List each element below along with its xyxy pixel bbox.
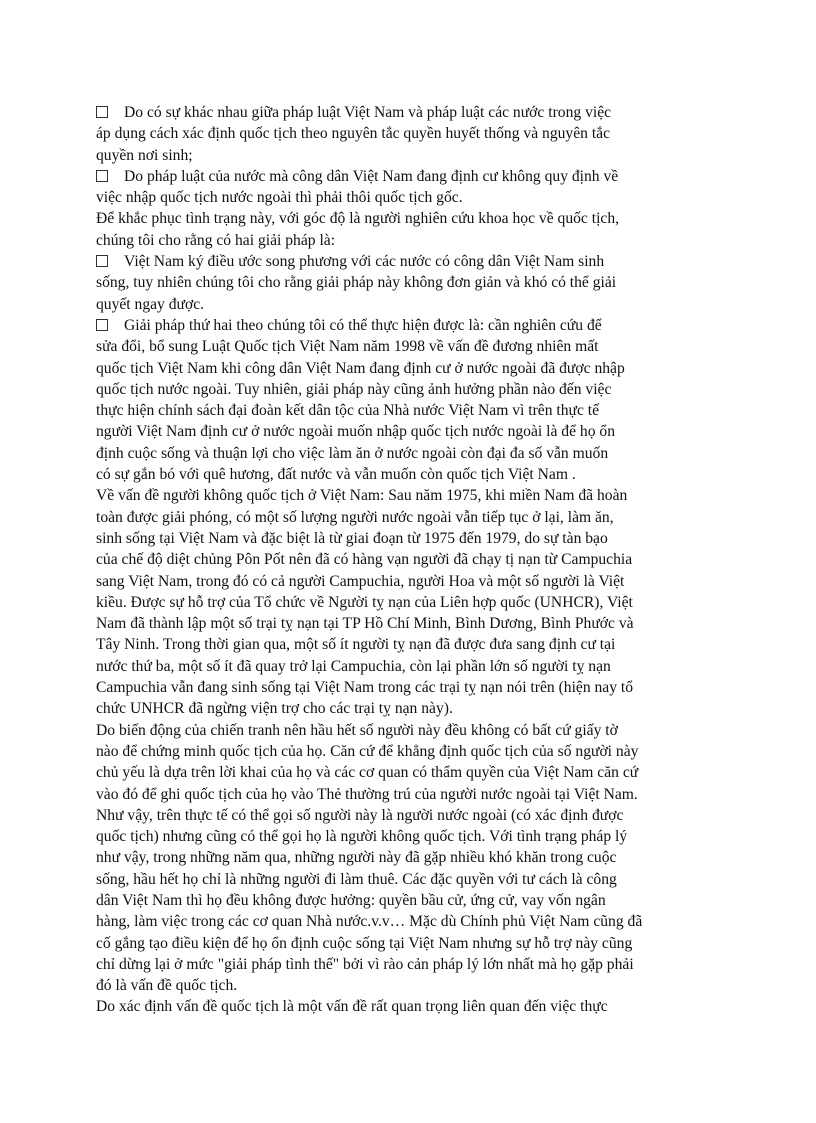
checkbox-bullet-icon: [96, 255, 108, 267]
text-line: quốc tịch nước ngoài. Tuy nhiên, giải pháp này cũng ảnh hưởng phần nào đến việc: [96, 380, 612, 398]
text-line: sống, tuy nhiên chúng tôi cho rằng giải pháp này không đơn giản và khó có thể giải: [96, 274, 617, 292]
text-line: sang Việt Nam, trong đó có cả người Campuchia, người Hoa và một số người là Việt: [96, 572, 625, 590]
text-line: toàn được giải phóng, có một số lượng người nước ngoài vẫn tiếp tục ở lại, làm ăn,: [96, 508, 614, 526]
text-line: định cuộc sống và thuận lợi cho việc làm ăn ở nước ngoài còn đại đa số vẫn muốn: [96, 444, 609, 462]
text-line: thực hiện chính sách đại đoàn kết dân tộc của Nhà nước Việt Nam vì trên thực tế: [96, 402, 600, 420]
text-line: Do pháp luật của nước mà công dân Việt Nam đang định cư không quy định về: [124, 167, 619, 185]
text-line: Nam đã thành lập một số trại tỵ nạn tại TP Hồ Chí Minh, Bình Dương, Bình Phước và: [96, 615, 634, 633]
text-line: người Việt Nam định cư ở nước ngoài muốn nhập quốc tịch nước ngoài là để họ ổn: [96, 423, 615, 441]
text-line: chức UNHCR đã ngừng viện trợ cho các trại tỵ nạn này).: [96, 700, 453, 718]
text-line: dân Việt Nam thì họ đều không được hưởng: quyền bầu cử, ứng cử, vay vốn ngân: [96, 891, 606, 909]
text-line: sống, hầu hết họ chỉ là những người đi làm thuê. Các đặc quyền với tư cách là công: [96, 870, 617, 888]
text-line: chỉ dừng lại ở mức "giải pháp tình thế" bởi vì rào cản pháp lý lớn nhất mà họ gặp phải: [96, 955, 634, 973]
bullet-paragraph: [96, 315, 726, 485]
body-paragraph: [96, 485, 726, 719]
checkbox-bullet-icon: [96, 106, 108, 118]
text-line: quyết ngay được.: [96, 295, 205, 313]
text-line: của chế độ diệt chủng Pôn Pốt nên đã có hàng vạn người đã chạy tị nạn từ Campuchia: [96, 551, 633, 569]
text-line: việc nhập quốc tịch nước ngoài thì phải thôi quốc tịch gốc.: [96, 189, 463, 207]
text-line: Do xác định vấn đề quốc tịch là một vấn đề rất quan trọng liên quan đến việc thực: [96, 998, 608, 1016]
text-line: Campuchia vẫn đang sinh sống tại Việt Nam trong các trại tỵ nạn nói trên (hiện nay tổ: [96, 679, 634, 697]
text-line: Do có sự khác nhau giữa pháp luật Việt Nam và pháp luật các nước trong việc: [124, 104, 612, 121]
text-line: có sự gắn bó với quê hương, đất nước và vẫn muốn còn quốc tịch Việt Nam .: [96, 466, 576, 484]
text-line: cố gắng tạo điều kiện để họ ổn định cuộc sống tại Việt Nam nhưng sự hỗ trợ này cũng: [96, 934, 633, 952]
checkbox-bullet-icon: [96, 170, 108, 182]
text-line: sửa đổi, bổ sung Luật Quốc tịch Việt Nam năm 1998 về vấn đề đương nhiên mất: [96, 338, 599, 356]
bullet-paragraph: [96, 251, 726, 315]
body-paragraph: [96, 720, 726, 997]
text-line: quốc tịch) nhưng cũng có thể gọi họ là người không quốc tịch. Với tình trạng pháp lý: [96, 828, 628, 846]
checkbox-bullet-icon: [96, 319, 108, 331]
text-line: chủ yếu là dựa trên lời khai của họ và các cơ quan có thẩm quyền của Việt Nam căn cứ: [96, 764, 639, 782]
body-paragraph: [96, 996, 726, 1017]
text-line: áp dụng cách xác định quốc tịch theo nguyên tắc quyền huyết thống và nguyên tắc: [96, 125, 610, 143]
text-line: Việt Nam ký điều ước song phương với các nước có công dân Việt Nam sinh: [124, 253, 605, 271]
text-line: Tây Ninh. Trong thời gian qua, một số ít người tỵ nạn đã được đưa sang định cư tại: [96, 636, 616, 654]
document-page: [96, 102, 726, 1018]
text-line: Giải pháp thứ hai theo chúng tôi có thể thực hiện được là: cần nghiên cứu để: [124, 316, 602, 334]
text-line: kiều. Được sự hỗ trợ của Tổ chức về Người tỵ nạn của Liên hợp quốc (UNHCR), Việt: [96, 593, 633, 611]
text-line: nước thứ ba, một số ít đã quay trở lại Campuchia, còn lại phần lớn số người tỵ nạn: [96, 657, 611, 675]
text-line: Để khắc phục tình trạng này, với góc độ là người nghiên cứu khoa học về quốc tịch,: [96, 210, 620, 228]
text-line: đó là vấn đề quốc tịch.: [96, 977, 238, 995]
text-line: Như vậy, trên thực tế có thể gọi số người này là người nước ngoài (có xác định được: [96, 806, 624, 824]
bullet-paragraph: [96, 102, 726, 166]
text-line: hàng, làm việc trong các cơ quan Nhà nước.v.v… Mặc dù Chính phủ Việt Nam cũng đã: [96, 913, 643, 931]
text-line: sinh sống tại Việt Nam và đặc biệt là từ giai đoạn từ 1975 đến 1979, do sự tàn bạo: [96, 529, 608, 547]
text-line: Do biến động của chiến tranh nên hầu hết số người này đều không có bất cứ giấy tờ: [96, 721, 618, 739]
text-line: quyền nơi sinh;: [96, 146, 193, 164]
text-line: quốc tịch Việt Nam khi công dân Việt Nam đang định cư ở nước ngoài đã được nhập: [96, 359, 625, 377]
text-line: nào để chứng minh quốc tịch của họ. Căn cứ để khẳng định quốc tịch của số người này: [96, 742, 639, 760]
text-line: vào đó để ghi quốc tịch của họ vào Thẻ thường trú của người nước ngoài tại Việt Nam.: [96, 785, 638, 803]
bullet-paragraph: [96, 166, 726, 209]
text-line: chúng tôi cho rằng có hai giải pháp là:: [96, 231, 336, 249]
text-line: Về vấn đề người không quốc tịch ở Việt Nam: Sau năm 1975, khi miền Nam đã hoàn: [96, 487, 628, 505]
text-line: như vậy, trong những năm qua, những người này đã gặp nhiều khó khăn trong cuộc: [96, 849, 617, 867]
body-paragraph: [96, 208, 726, 251]
